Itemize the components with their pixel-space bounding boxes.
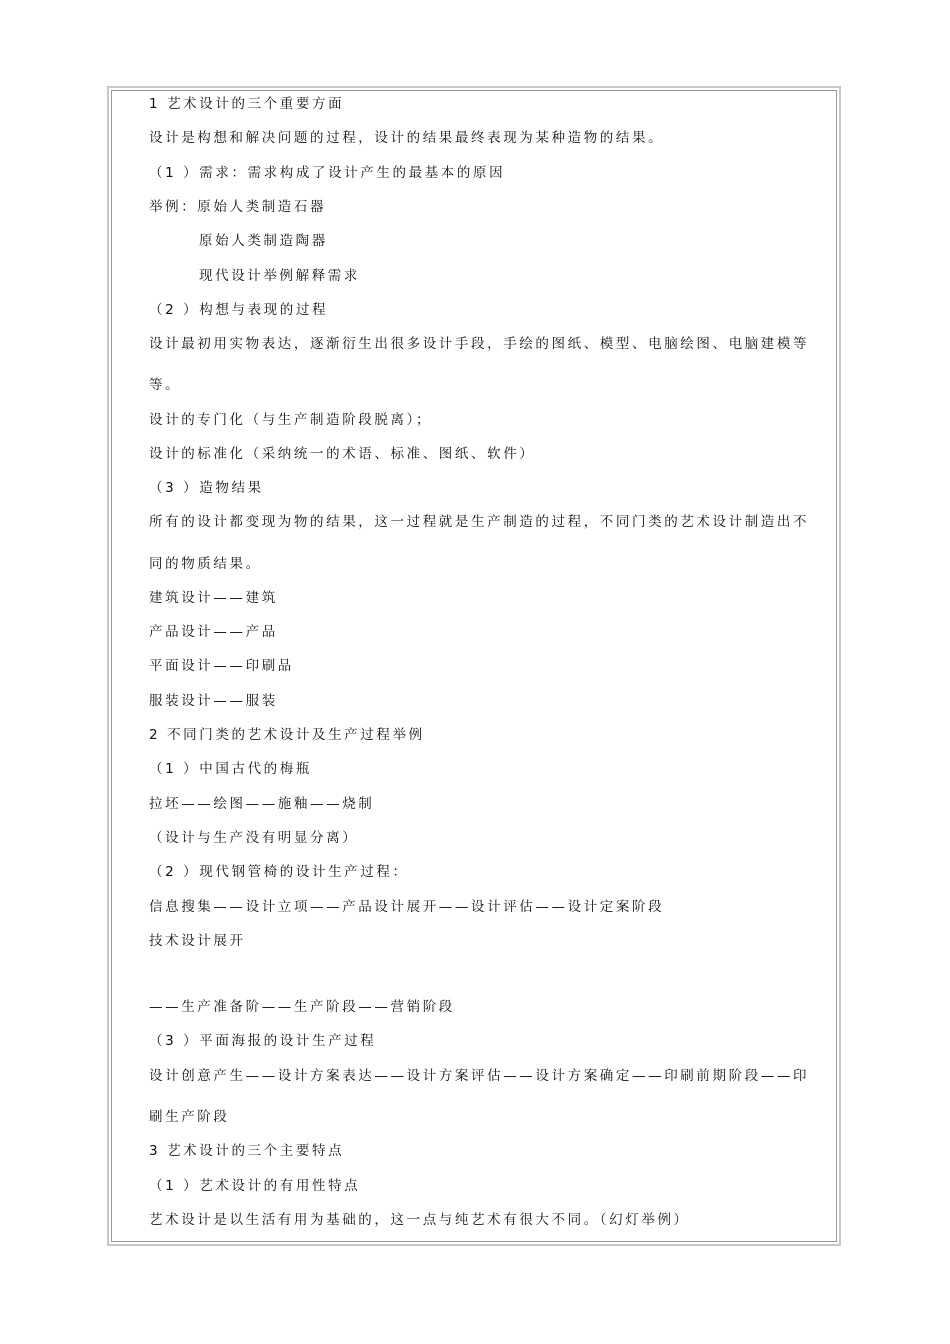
paragraph-line: ——生产准备阶——生产阶段——营销阶段 (149, 999, 455, 1015)
list-item: 产品设计——产品 (149, 624, 278, 640)
paragraph-line: 设计创意产生——设计方案表达——设计方案评估——设计方案确定——印刷前期阶段——印 (149, 1068, 810, 1084)
paragraph-line: 设计最初用实物表达，逐渐衍生出很多设计手段，手绘的图纸、模型、电脑绘图、电脑建模等 (149, 336, 810, 352)
list-item: 平面设计——印刷品 (149, 658, 294, 674)
subheading: （2 ）构想与表现的过程 (149, 302, 329, 318)
subheading: （1 ）需求：需求构成了设计产生的最基本的原因 (149, 165, 506, 181)
list-item: 建筑设计——建筑 (149, 590, 278, 606)
paragraph-line: 信息搜集——设计立项——产品设计展开——设计评估——设计定案阶段 (149, 899, 665, 915)
paragraph-line: 设计是构想和解决问题的过程，设计的结果最终表现为某种造物的结果。 (149, 130, 665, 146)
heading-1: 1 艺术设计的三个重要方面 (149, 96, 345, 112)
paragraph-line: 等。 (149, 377, 182, 393)
paragraph-line: （设计与生产没有明显分离） (149, 830, 359, 846)
paragraph-line: 艺术设计是以生活有用为基础的，这一点与纯艺术有很大不同。（幻灯举例） (149, 1212, 690, 1228)
paragraph-line: 设计的专门化（与生产制造阶段脱离）； (149, 412, 433, 428)
paragraph-line: 现代设计举例解释需求 (199, 268, 360, 284)
paragraph-line: 拉坯——绘图——施釉——烧制 (149, 796, 375, 812)
heading-2: 2 不同门类的艺术设计及生产过程举例 (149, 727, 425, 743)
subheading: （3 ）平面海报的设计生产过程 (149, 1033, 377, 1049)
subheading: （2 ）现代钢管椅的设计生产过程： (149, 864, 409, 880)
subheading: （3 ）造物结果 (149, 480, 264, 496)
paragraph-line: 举例：原始人类制造石器 (149, 199, 327, 215)
heading-3: 3 艺术设计的三个主要特点 (149, 1143, 345, 1159)
paragraph-line: 刷生产阶段 (149, 1109, 230, 1125)
subheading: （1 ）中国古代的梅瓶 (149, 761, 312, 777)
subheading: （1 ）艺术设计的有用性特点 (149, 1178, 361, 1194)
paragraph-line: 设计的标准化（采纳统一的术语、标准、图纸、软件） (149, 446, 536, 462)
paragraph-line: 同的物质结果。 (149, 556, 262, 572)
paragraph-line: 原始人类制造陶器 (199, 233, 328, 249)
paragraph-line: 技术设计展开 (149, 933, 246, 949)
list-item: 服装设计——服装 (149, 693, 278, 709)
paragraph-line: 所有的设计都变现为物的结果，这一过程就是生产制造的过程，不同门类的艺术设计制造出不 (149, 514, 810, 530)
